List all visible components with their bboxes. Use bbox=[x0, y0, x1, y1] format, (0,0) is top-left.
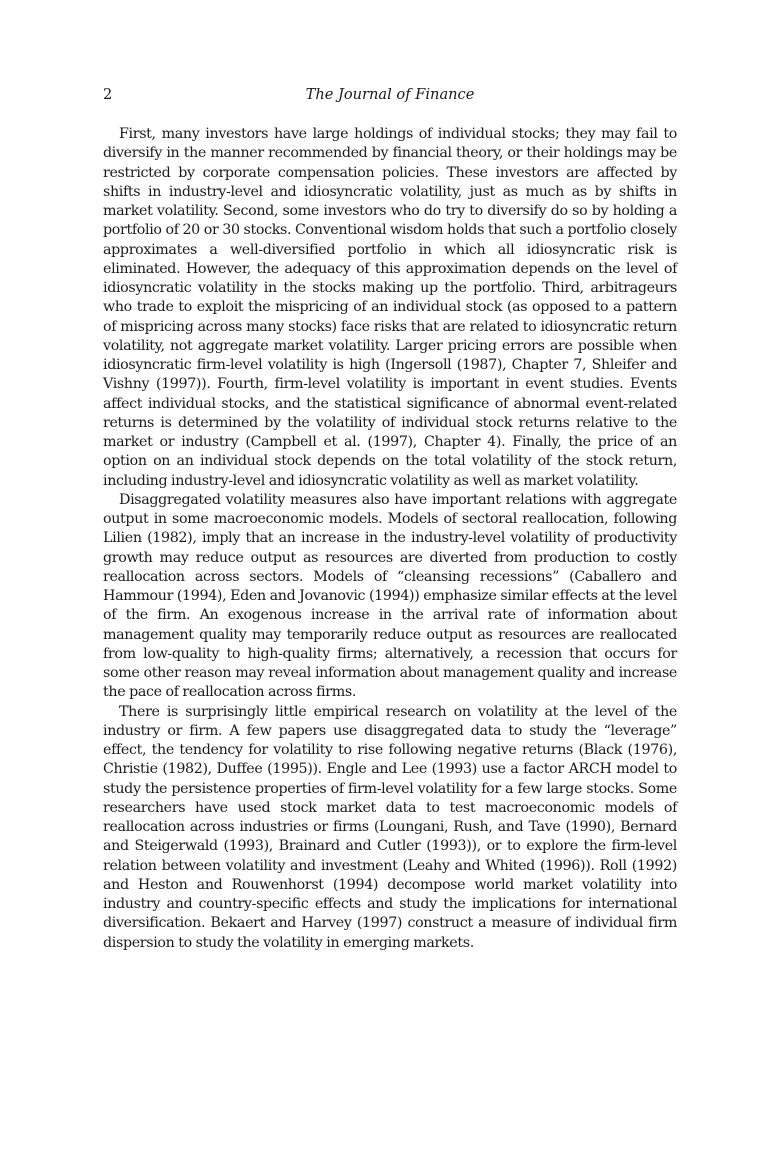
page-number: 2 bbox=[103, 86, 113, 103]
article-body bbox=[103, 125, 677, 953]
running-head bbox=[103, 84, 677, 106]
paragraph-investor-motivation: First, many investors have large holdings of individual stocks; they may fail to diversify in the manner recommended by financial theory, or their holdings may be restricted by corporate compensation policies. These investors are affected by shifts in industry-level and idiosyncratic volatility, just as much as by shifts in market volatility. Second, some investors who do try to diversify do so by holding a portfolio of 20 or 30 stocks. Conventional wisdom holds that such a portfolio closely approximates a well-diversified portfolio in which all idiosyncratic risk is eliminated. However, the adequacy of this approximation depends on the level of idiosyncratic volatility in the stocks making up the portfolio. Third, arbitrageurs who trade to exploit the mispricing of an individual stock (as opposed to a pattern of mispricing across many stocks) face risks that are related to idiosyncratic return volatility, not aggregate market volatility. Larger pricing errors are possible when idiosyncratic firm-level volatility is high (Ingersoll (1987), Chapter 7, Shleifer and Vishny (1997)). Fourth, firm-level volatility is important in event studies. Events affect individual stocks, and the statistical significance of abnormal event-related returns is determined by the volatility of individual stock returns relative to the market or industry (Campbell et al. (1997), Chapter 4). Finally, the price of an option on an individual stock depends on the total volatility of the stock return, including industry-level and idiosyncratic volatility as well as market volatility. bbox=[103, 126, 677, 489]
journal-page bbox=[103, 84, 677, 953]
paragraph-macroeconomic-models: Disaggregated volatility measures also have important relations with aggregate output in some macroeconomic models. Models of sectoral reallocation, following Lilien (1982), imply that an increase in the industry-level volatility of productivity growth may reduce output as resources are diverted from production to costly reallocation across sectors. Models of “cleansing recessions” (Caballero and Hammour (1994), Eden and Jovanovic (1994)) emphasize similar effects at the level of the firm. An exogenous increase in the arrival rate of information about management quality may temporarily reduce output as resources are reallocated from low-quality to high-quality firms; alternatively, a recession that occurs for some other reason may reveal information about management quality and increase the pace of reallocation across firms. bbox=[103, 491, 677, 701]
paragraph-empirical-research: There is surprisingly little empirical research on volatility at the level of the industry or firm. A few papers use disaggregated data to study the “leverage” effect, the tendency for volatility to rise following negative returns (Black (1976), Christie (1982), Duffee (1995)). Engle and Lee (1993) use a factor ARCH model to study the persistence properties of firm-level volatility for a few large stocks. Some researchers have used stock market data to test macroeconomic models of reallocation across industries or firms (Loungani, Rush, and Tave (1990), Bernard and Steigerwald (1993), Brainard and Cutler (1993)), or to explore the firm-level relation between volatility and investment (Leahy and Whited (1996)). Roll (1992) and Heston and Rouwenhorst (1994) decompose world market volatility into industry and country-specific effects and study the implications for international diversification. Bekaert and Harvey (1997) construct a measure of individual firm dispersion to study the volatility in emerging markets. bbox=[103, 703, 677, 951]
journal-title: The Journal of Finance bbox=[305, 86, 475, 103]
